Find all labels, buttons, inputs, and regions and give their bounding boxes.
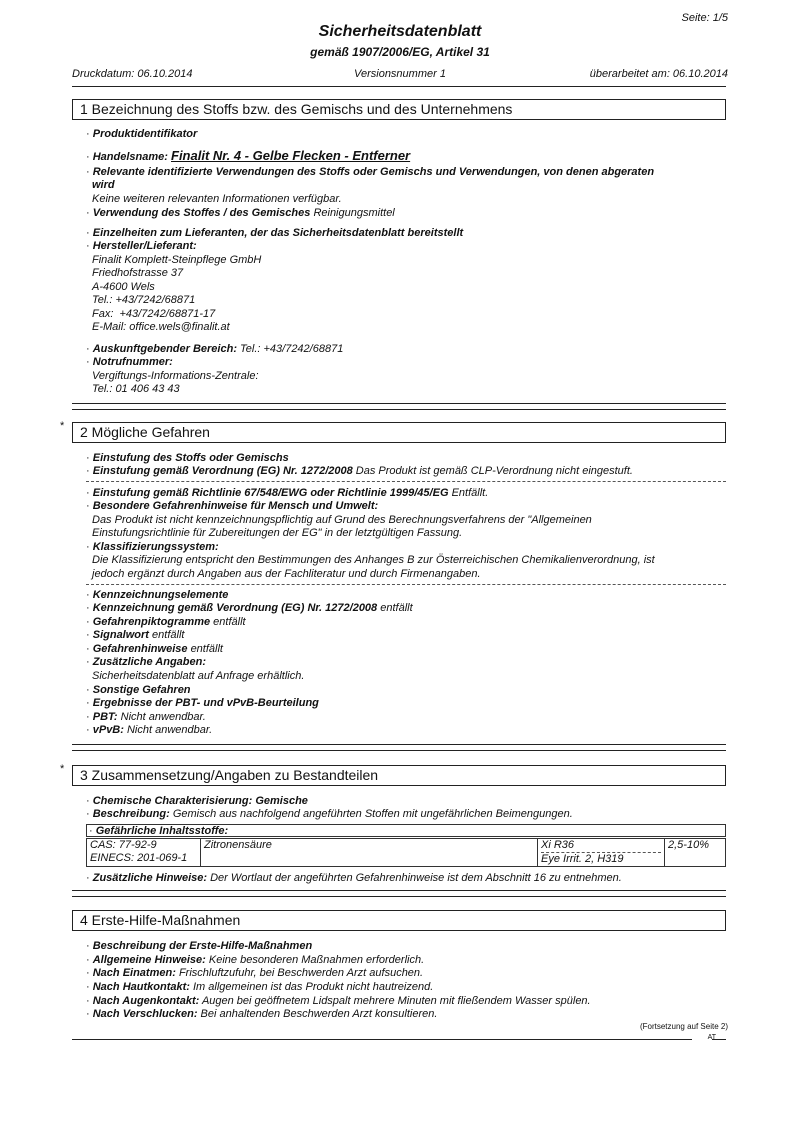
section-3-heading (72, 765, 726, 786)
page-number: Seite: 1/5 (681, 12, 728, 24)
address-line: Friedhofstrasse 37 (92, 267, 184, 279)
section-rule (72, 403, 726, 404)
s2-zusaetzliche: · Zusätzliche Angaben: (86, 656, 207, 668)
table-row (87, 839, 726, 867)
print-date: Druckdatum: 06.10.2014 (72, 68, 193, 80)
s4-augenkontakt: · Nach Augenkontakt: Augen bei geöffnetem Lidspalt mehrere Minuten mit fließendem Wasser spülen. (86, 995, 591, 1007)
s2-klassifizierung: · Klassifizierungssystem: (86, 541, 219, 553)
header-rule (72, 86, 726, 87)
section-4-title: 4 Erste-Hilfe-Maßnahmen (80, 912, 241, 928)
notruf-line: Vergiftungs-Informations-Zentrale: (92, 370, 259, 382)
s1-relevant-label: · Relevante identifizierte Verwendungen des Stoffs oder Gemischs und Verwendungen, von denen abgeraten (86, 166, 655, 178)
besondere-line: Das Produkt ist nicht kennzeichnungspflichtig auf Grund des Berechnungsverfahrens der "Allgemeinen (92, 514, 592, 526)
s1-relevant-label-2: wird (92, 179, 115, 191)
s2-einstufung: · Einstufung des Stoffs oder Gemischs (86, 452, 289, 464)
section-1-title: 1 Bezeichnung des Stoffs bzw. des Gemischs und des Unternehmens (80, 101, 513, 117)
s4-verschlucken: · Nach Verschlucken: Bei anhaltenden Beschwerden Arzt konsultieren. (86, 1008, 438, 1020)
s2-piktogramme: · Gefahrenpiktogramme entfällt (86, 616, 246, 628)
s1-produktidentifikator: · Produktidentifikator (86, 128, 198, 140)
s1-handelsname: · Handelsname: Finalit Nr. 4 - Gelbe Flecken - Entferner (86, 148, 411, 163)
s2-zusaetzliche-text: Sicherheitsdatenblatt auf Anfrage erhältlich. (92, 670, 305, 682)
s2-pbt: · PBT: Nicht anwendbar. (86, 711, 206, 723)
section-rule (72, 409, 726, 410)
s1-auskunft: · Auskunftgebender Bereich: Tel.: +43/7242/68871 (86, 343, 344, 355)
s1-notruf: · Notrufnummer: (86, 356, 173, 368)
hazardous-ingredients-table (86, 838, 726, 867)
klass-line: jedoch ergänzt durch Angaben aus der Fachliteratur und durch Firmenangaben. (92, 568, 481, 580)
s2-sonstige: · Sonstige Gefahren (86, 684, 191, 696)
s4-beschreibung: · Beschreibung der Erste-Hilfe-Maßnahmen (86, 940, 313, 952)
s2-richtlinie: · Einstufung gemäß Richtlinie 67/548/EWG oder Richtlinie 1999/45/EG Entfällt. (86, 487, 489, 499)
s4-einatmen: · Nach Einatmen: Frischluftzufuhr, bei Beschwerden Arzt aufsuchen. (86, 967, 424, 979)
classification-cell: Xi R36 Eye Irrit. 2, H319 (538, 839, 665, 867)
section-rule (72, 744, 726, 745)
document-subtitle: gemäß 1907/2006/EG, Artikel 31 (310, 45, 490, 59)
s3-inhaltsstoffe-header: · Gefährliche Inhaltsstoffe: (86, 824, 726, 837)
s2-besondere: · Besondere Gefahrenhinweise für Mensch und Umwelt: (86, 500, 379, 512)
s2-vpvb: · vPvB: Nicht anwendbar. (86, 724, 213, 736)
s2-pbt-ergebnis: · Ergebnisse der PBT- und vPvB-Beurteilung (86, 697, 319, 709)
section-4-heading (72, 910, 726, 931)
address-line: A-4600 Wels (92, 281, 155, 293)
address-line: Fax: +43/7242/68871-17 (92, 308, 216, 320)
dashed-separator (86, 584, 726, 585)
s2-kennzeichnungselemente: · Kennzeichnungselemente (86, 589, 229, 601)
change-marker: * (60, 763, 65, 775)
section-3-title: 3 Zusammensetzung/Angaben zu Bestandteilen (80, 767, 379, 783)
s3-chem: · Chemische Charakterisierung: Gemische (86, 795, 308, 807)
s4-hautkontakt: · Nach Hautkontakt: Im allgemeinen ist das Produkt nicht hautreizend. (86, 981, 434, 993)
s1-verwendung: · Verwendung des Stoffes / des Gemisches Reinigungsmittel (86, 207, 395, 219)
document-title: Sicherheitsdatenblatt (318, 23, 482, 40)
address-line: Finalit Komplett-Steinpflege GmbH (92, 254, 262, 266)
s1-relevant-text: Keine weiteren relevanten Informationen verfügbar. (92, 193, 342, 205)
section-rule (72, 750, 726, 751)
s4-allgemein: · Allgemeine Hinweise: Keine besonderen Maßnahmen erforderlich. (86, 954, 425, 966)
notruf-line: Tel.: 01 406 43 43 (92, 383, 180, 395)
klass-line: Die Klassifizierung entspricht den Bestimmungen des Anhanges B zur Österreichischen Chemikalienverordnung, ist (92, 554, 655, 566)
version-number: Versionsnummer 1 (354, 68, 446, 80)
continuation-note: (Fortsetzung auf Seite 2) (639, 1022, 728, 1031)
section-1-heading (72, 99, 726, 120)
section-rule (72, 890, 726, 891)
section-2-heading (72, 422, 726, 443)
country-code: AT (707, 1034, 716, 1041)
s2-einstufung-clp: · Einstufung gemäß Verordnung (EG) Nr. 1272/2008 Das Produkt ist gemäß CLP-Verordnung nicht eingestuft. (86, 465, 633, 477)
cas-cell: CAS: 77-92-9 EINECS: 201-069-1 (87, 839, 201, 867)
concentration-cell: 2,5-10% (665, 839, 726, 867)
revision-date: überarbeitet am: 06.10.2014 (589, 68, 728, 80)
address-line: E-Mail: office.wels@finalit.at (92, 321, 230, 333)
footer-rule-end (712, 1039, 726, 1040)
change-marker: * (60, 420, 65, 432)
s2-kennzeichnung: · Kennzeichnung gemäß Verordnung (EG) Nr. 1272/2008 entfällt (86, 602, 413, 614)
besondere-line: Einstufungsrichtlinie für Zubereitungen der EG" in der letztgültigen Fassung. (92, 527, 463, 539)
section-rule (72, 896, 726, 897)
trade-name: Finalit Nr. 4 - Gelbe Flecken - Entferner (171, 148, 411, 163)
section-2-title: 2 Mögliche Gefahren (80, 424, 210, 440)
s1-einzelheiten: · Einzelheiten zum Lieferanten, der das Sicherheitsdatenblatt bereitstellt (86, 227, 464, 239)
s1-hersteller: · Hersteller/Lieferant: (86, 240, 197, 252)
dashed-separator (86, 481, 726, 482)
s2-signalwort: · Signalwort entfällt (86, 629, 185, 641)
s3-beschreibung: · Beschreibung: Gemisch aus nachfolgend angeführten Stoffen mit ungefährlichen Beimengungen. (86, 808, 573, 820)
address-line: Tel.: +43/7242/68871 (92, 294, 196, 306)
substance-name: Zitronensäure (201, 839, 538, 867)
s2-gefahrenhinweise: · Gefahrenhinweise entfällt (86, 643, 223, 655)
s3-zus-hinweise: · Zusätzliche Hinweise: Der Wortlaut der angeführten Gefahrenhinweise ist dem Abschnitt 16 zu entnehmen. (86, 872, 622, 884)
footer-rule (72, 1039, 692, 1040)
